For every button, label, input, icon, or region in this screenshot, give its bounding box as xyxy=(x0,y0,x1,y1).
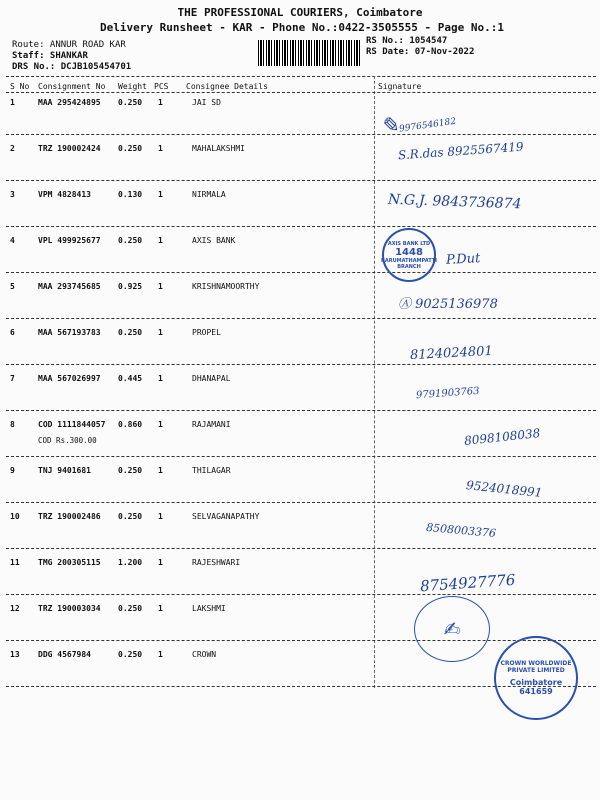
row-pcs: 1 xyxy=(158,190,163,199)
row-weight: 0.250 xyxy=(118,98,143,107)
row-consignment: MAA 293745685 xyxy=(38,282,101,291)
row-consignment: VPM 4828413 xyxy=(38,190,91,199)
signature-3: N.G.J. 9843736874 xyxy=(387,191,522,213)
row-sno: 12 xyxy=(10,604,20,613)
row-weight: 0.250 xyxy=(118,144,143,153)
staff-label: Staff: SHANKAR xyxy=(12,51,88,61)
row-weight: 0.250 xyxy=(118,466,143,475)
row-consignment: MAA 567026997 xyxy=(38,374,101,383)
row-pcs: 1 xyxy=(158,236,163,245)
row-divider xyxy=(6,456,596,457)
row-pcs: 1 xyxy=(158,98,163,107)
row-consignee: NIRMALA xyxy=(192,190,226,199)
row-pcs: 1 xyxy=(158,512,163,521)
row-consignment: MAA 295424895 xyxy=(38,98,101,107)
table-row xyxy=(0,98,600,144)
row-consignee: DHANAPAL xyxy=(192,374,231,383)
signature-2: S.R.das 8925567419 xyxy=(397,139,524,163)
signature-11: 8754927776 xyxy=(419,570,516,596)
route-label: Route: ANNUR ROAD KAR xyxy=(12,40,126,50)
row-sno: 10 xyxy=(10,512,20,521)
row-weight: 0.445 xyxy=(118,374,143,383)
rs-date: RS Date: 07-Nov-2022 xyxy=(366,47,475,57)
table-row xyxy=(0,236,600,282)
row-weight: 0.250 xyxy=(118,328,143,337)
row-sno: 7 xyxy=(10,374,15,383)
row-consignee: MAHALAKSHMI xyxy=(192,144,245,153)
signature-1: ✎9976546182 xyxy=(378,112,457,141)
signature-7: 9791903763 xyxy=(415,385,480,402)
row-consignee: RAJESHWARI xyxy=(192,558,241,567)
table-row xyxy=(0,604,600,650)
seal-stamp: ✍ xyxy=(414,596,490,662)
col-consignee: Consignee Details xyxy=(186,82,268,91)
col-weight: Weight xyxy=(118,82,147,91)
col-consignment: Consignment No xyxy=(38,82,106,91)
row-consignee: JAI SD xyxy=(192,98,221,107)
row-consignment: DDG 4567984 xyxy=(38,650,91,659)
signature-6: 8124024801 xyxy=(409,343,494,364)
row-divider xyxy=(6,640,596,641)
row-divider xyxy=(6,410,596,411)
row-consignee: LAKSHMI xyxy=(192,604,226,613)
row-consignee: CROWN xyxy=(192,650,217,659)
signature-5: Ⓐ 9025136978 xyxy=(398,297,498,312)
header-bottom-divider xyxy=(6,92,596,93)
row-weight: 1.200 xyxy=(118,558,143,567)
col-sno: S No xyxy=(10,82,30,91)
row-sno: 4 xyxy=(10,236,15,245)
row-divider xyxy=(6,180,596,181)
row-consignment: MAA 567193783 xyxy=(38,328,101,337)
row-weight: 0.925 xyxy=(118,282,143,291)
row-divider xyxy=(6,318,596,319)
row-divider xyxy=(6,548,596,549)
col-signature: Signature xyxy=(378,82,422,91)
axis-bank-stamp: AXIS BANK LTD 1448 KARUMATHAMPATTI BRANCH xyxy=(382,228,436,282)
signature-10: 8508003376 xyxy=(425,520,497,541)
row-sno: 6 xyxy=(10,328,15,337)
row-consignee: RAJAMANI xyxy=(192,420,231,429)
row-divider xyxy=(6,134,596,135)
row-divider xyxy=(6,594,596,595)
row-sno: 2 xyxy=(10,144,15,153)
row-consignee: AXIS BANK xyxy=(192,236,236,245)
table-row xyxy=(0,282,600,328)
row-sno: 11 xyxy=(10,558,20,567)
row-consignment: TNJ 9401681 xyxy=(38,466,91,475)
row-weight: 0.250 xyxy=(118,604,143,613)
col-pcs: PCS xyxy=(154,82,169,91)
row-consignment: TRZ 190003034 xyxy=(38,604,101,613)
row-weight: 0.860 xyxy=(118,420,143,429)
table-row xyxy=(0,374,600,420)
row-consignment: VPL 499925677 xyxy=(38,236,101,245)
row-consignment: COD 1111844057 xyxy=(38,420,106,429)
company-title: THE PROFESSIONAL COURIERS, Coimbatore xyxy=(177,6,423,19)
row-pcs: 1 xyxy=(158,466,163,475)
row-consignee: PROPEL xyxy=(192,328,221,337)
row-consignment: TMG 200305115 xyxy=(38,558,101,567)
rs-number: RS No.: 1054547 xyxy=(366,36,448,46)
row-divider xyxy=(6,364,596,365)
row-consignment: TRZ 190002424 xyxy=(38,144,101,153)
barcode xyxy=(258,40,360,66)
row-divider xyxy=(6,272,596,273)
row-pcs: 1 xyxy=(158,650,163,659)
drs-number: DRS No.: DCJB105454701 xyxy=(12,62,132,72)
header-top-divider xyxy=(6,76,596,77)
signature-4: P.Dut xyxy=(445,251,481,268)
row-consignee: SELVAGANAPATHY xyxy=(192,512,260,521)
signature-9: 9524018991 xyxy=(465,478,543,500)
row-pcs: 1 xyxy=(158,374,163,383)
row-weight: 0.250 xyxy=(118,650,143,659)
runsheet-subtitle: Delivery Runsheet - KAR - Phone No.:0422-3505555 - Page No.:1 xyxy=(100,21,504,34)
row-divider xyxy=(6,226,596,227)
table-row xyxy=(0,512,600,558)
row-sno: 1 xyxy=(10,98,15,107)
row-sno: 13 xyxy=(10,650,20,659)
row-pcs: 1 xyxy=(158,558,163,567)
row-weight: 0.130 xyxy=(118,190,143,199)
row-divider xyxy=(6,502,596,503)
signature-8: 8098108038 xyxy=(463,426,541,448)
row-sno: 9 xyxy=(10,466,15,475)
row-pcs: 1 xyxy=(158,282,163,291)
row-sno: 8 xyxy=(10,420,15,429)
row-pcs: 1 xyxy=(158,328,163,337)
crown-stamp: CROWN WORLDWIDE PRIVATE LIMITED Coimbatore 641659 xyxy=(494,636,578,720)
row-consignee: KRISHNAMOORTHY xyxy=(192,282,260,291)
row-pcs: 1 xyxy=(158,604,163,613)
row-weight: 0.250 xyxy=(118,512,143,521)
row-sno: 5 xyxy=(10,282,15,291)
row-consignee: THILAGAR xyxy=(192,466,231,475)
row-consignment: TRZ 190002486 xyxy=(38,512,101,521)
row-weight: 0.250 xyxy=(118,236,143,245)
row-pcs: 1 xyxy=(158,420,163,429)
table-row xyxy=(0,328,600,374)
row-cod-note: COD Rs.300.00 xyxy=(38,436,97,445)
row-sno: 3 xyxy=(10,190,15,199)
row-pcs: 1 xyxy=(158,144,163,153)
